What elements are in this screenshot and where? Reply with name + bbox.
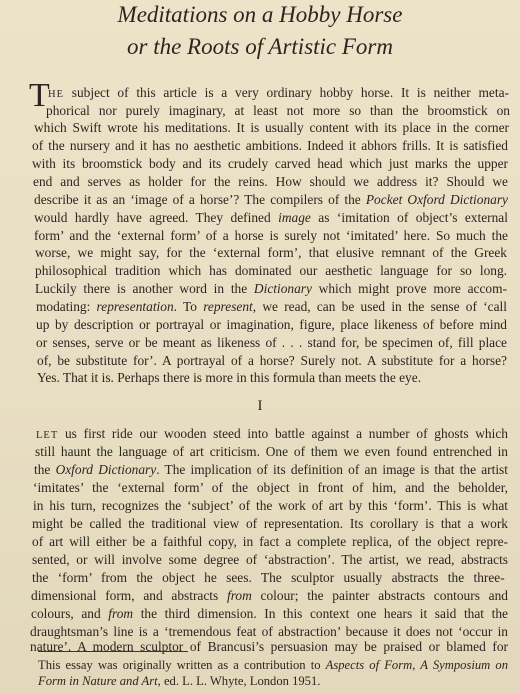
footnote-divider (38, 651, 188, 652)
text-line: still haunt the language of art criticism. One of them we even found entrenched in (35, 444, 508, 459)
text-line: ‘imitates’ the ‘external form’ of the object in front of him, and the beholder, (33, 480, 508, 495)
drop-cap: T (29, 77, 50, 114)
text-line: HE subject of this article is a very ordinary hobby horse. It is neither meta- (48, 85, 509, 100)
text-line: colours, and from the third dimension. In this context one hears it said that the (31, 606, 508, 621)
text-line: describe it as an ‘image of a horse’? The compilers of the Pocket Oxford Dictionary (34, 192, 508, 207)
text-line: up by description or portrayal or imagination, figure, place likeness of before mind (36, 317, 507, 332)
text-line: might be called the traditional view of representation. Its corollary is that a work (32, 516, 508, 531)
text-line: phorical nor purely imaginary, at least not more so than the broomstick on (46, 103, 510, 118)
text-line: end and serves as holder for the reins. How should we address it? Should we (33, 174, 508, 189)
text-line: modating: representation. To represent, we read, can be used in the sense of ‘call (36, 299, 507, 314)
footnote-line: This essay was originally written as a contribution to Aspects of Form, A Symposium on (38, 658, 508, 672)
footnote-line: Form in Nature and Art, ed. L. L. Whyte, London 1951. (38, 674, 321, 688)
text-line: of art will either be a faithful copy, in fact a complete replica, of the object repre- (32, 534, 508, 549)
text-line: would hardly have agreed. They defined image as ‘imitation of object’s external (34, 210, 508, 225)
text-line: of the nursery and it has no aesthetic ambitions. Indeed it abhors frills. It is satisfied (32, 138, 508, 153)
text-line: LET us first ride our wooden steed into battle against a number of ghosts which (36, 426, 508, 441)
text-line: in his turn, recognizes the ‘subject’ of the work of art by this ‘form’. This is what (33, 498, 508, 513)
text-line: philosophical tradition which has dominated our aesthetic language for so long. (35, 263, 507, 278)
text-line: worse, we might say, for the ‘external form’, that elusive remnant of the Greek (35, 245, 507, 260)
section-heading: I (257, 398, 263, 414)
text-line: with its broomstick body and its crudely carved head which just marks the upper (32, 156, 508, 171)
text-line: dimensional form, and abstracts from colour; the painter abstracts contours and (31, 588, 508, 603)
text-line: Luckily there is another word in the Dictionary which might prove more accom- (35, 281, 507, 296)
text-line: nature’. A modern sculptor of Brancusi’s persuasion may be praised or blamed for (30, 639, 508, 654)
text-line: of, be substitute for’. A portrayal of a horse? Surely not. A substitute for a horse? (37, 353, 507, 368)
text-line: which Swift wrote his meditations. It is usually content with its place in the corner (34, 120, 509, 135)
text-line: the ‘form’ from the object he sees. The sculptor usually abstracts the three- (32, 570, 505, 585)
text-line: or senses, serve or be meant as likeness of . . . stand for, be specimen of, fill place (36, 335, 507, 350)
text-line: the Oxford Dictionary. The implication of its definition of an image is that the artist (34, 462, 508, 477)
text-line: form’ and the ‘external form’ of a horse is surely not ‘imitated’ here. So much the (34, 228, 508, 243)
article-title-line-1: Meditations on a Hobby Horse (117, 2, 403, 27)
text-line: Yes. That it is. Perhaps there is more in this formula than meets the eye. (37, 370, 422, 385)
text-line: draughtsman’s line is a ‘tremendous feat of abstraction’ because it does not ‘occur in (30, 624, 508, 639)
article-title-line-2: or the Roots of Artistic Form (127, 34, 393, 59)
text-line: sented, or will involve some degree of ‘abstraction’. The artist, we read, abstracts (32, 552, 508, 567)
